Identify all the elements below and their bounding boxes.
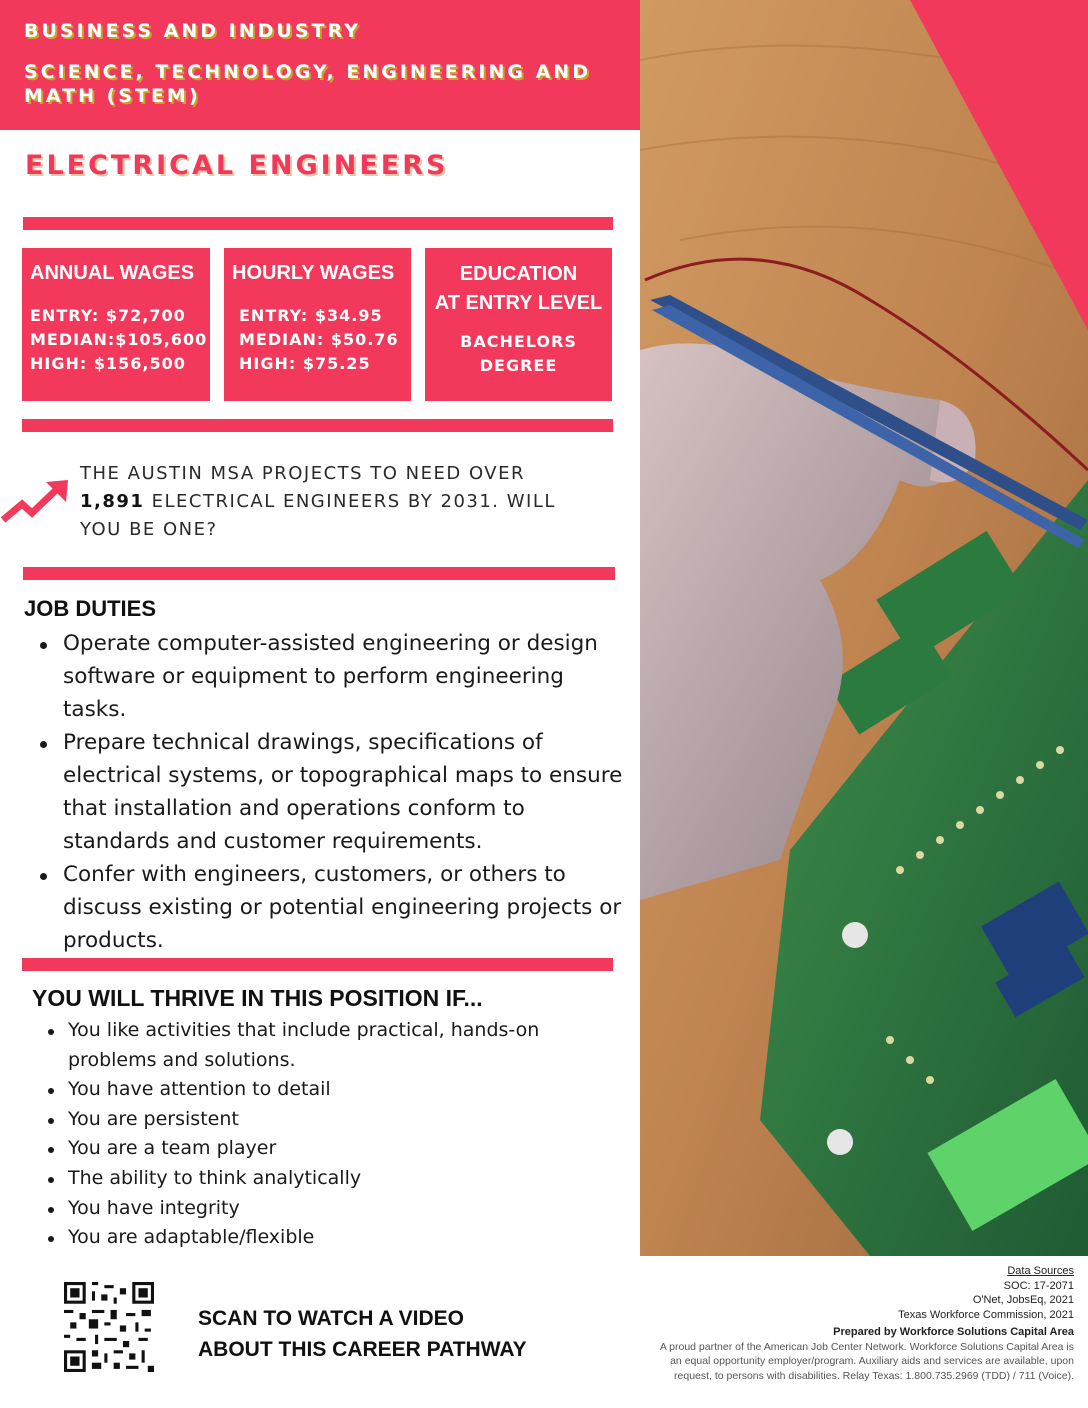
- list-item: You are persistent: [68, 1105, 628, 1135]
- projection-line-2: [80, 488, 600, 516]
- career-pathway-label: SCIENCE, TECHNOLOGY, ENGINEERING AND MATH (STEM): [24, 61, 591, 107]
- hourly-entry-wage: ENTRY: $34.95: [239, 306, 383, 325]
- education-card: [425, 248, 612, 401]
- hourly-median-wage: MEDIAN: $50.76: [239, 330, 399, 349]
- divider: [22, 958, 613, 971]
- list-item: You like activities that include practical, hands-on problems and solutions.: [68, 1016, 628, 1075]
- hourly-wages-heading: HOURLY WAGES: [232, 262, 395, 284]
- legal-line-3: request, to persons with disabilities. Relay Texas: 1.800.735.2969 (TDD) / 711 (Voice).: [674, 1369, 1074, 1382]
- list-item: Confer with engineers, customers, or others to discuss existing or potential engineering projects or products.: [63, 858, 623, 957]
- annual-entry-wage: ENTRY: $72,700: [30, 306, 186, 325]
- job-duties-heading: JOB DUTIES: [24, 596, 157, 621]
- legal-line-1: A proud partner of the American Job Center Network. Workforce Solutions Capital Area is: [659, 1340, 1074, 1353]
- trend-up-arrow-icon: [0, 478, 70, 528]
- qr-code-icon[interactable]: [64, 1282, 154, 1372]
- hourly-wages-card: [224, 248, 411, 401]
- annual-high-wage: HIGH: $156,500: [30, 354, 186, 373]
- circuit-board-photo: [640, 0, 1088, 1256]
- divider: [23, 217, 613, 230]
- hourly-high-wage: HIGH: $75.25: [239, 354, 371, 373]
- projection-line-2-text: ELECTRICAL ENGINEERS BY 2031. WILL: [144, 491, 556, 512]
- list-item: Operate computer-assisted engineering or design software or equipment to perform engineering tasks.: [63, 627, 623, 726]
- scan-line-1: SCAN TO WATCH A VIDEO: [198, 1307, 465, 1330]
- education-degree-line-2: DEGREE: [479, 356, 558, 375]
- career-cluster-label: BUSINESS AND INDUSTRY: [24, 20, 361, 42]
- divider: [22, 419, 613, 432]
- source-twc: Texas Workforce Commission, 2021: [898, 1308, 1074, 1321]
- circuit-board-illustration: [640, 0, 1088, 1256]
- annual-median-wage: MEDIAN:$105,600: [30, 330, 208, 349]
- workforce-projection: [80, 460, 600, 544]
- thrive-heading: YOU WILL THRIVE IN THIS POSITION IF...: [32, 985, 483, 1011]
- page-title: ELECTRICAL ENGINEERS: [25, 150, 449, 181]
- education-degree-line-1: BACHELORS: [460, 332, 577, 351]
- education-heading-line-1: EDUCATION: [459, 263, 578, 285]
- projection-line-1: THE AUSTIN MSA PROJECTS TO NEED OVER: [80, 463, 525, 484]
- scan-to-watch-video: [198, 1303, 527, 1365]
- projection-line-3: YOU BE ONE?: [80, 519, 218, 540]
- job-duties-list: [63, 627, 623, 957]
- divider: [23, 567, 615, 580]
- projection-number: 1,891: [80, 491, 145, 512]
- list-item: You are a team player: [68, 1134, 628, 1164]
- annual-wages-heading: ANNUAL WAGES: [30, 262, 195, 284]
- source-onet: O'Net, JobsEq, 2021: [972, 1294, 1074, 1306]
- annual-wages-card: [22, 248, 210, 401]
- scan-line-2: ABOUT THIS CAREER PATHWAY: [198, 1338, 527, 1361]
- education-heading-line-2: AT ENTRY LEVEL: [434, 292, 603, 314]
- data-sources-heading[interactable]: Data Sources: [1007, 1265, 1074, 1277]
- source-soc: SOC: 17-2071: [1003, 1279, 1074, 1292]
- traits-list: [68, 1016, 628, 1253]
- list-item: You have integrity: [68, 1194, 628, 1224]
- list-item: You are adaptable/flexible: [68, 1223, 628, 1253]
- data-sources: [604, 1264, 1074, 1383]
- legal-line-2: an equal opportunity employer/program. Auxiliary aids and services are available, upon: [670, 1355, 1074, 1367]
- prepared-by: Prepared by Workforce Solutions Capital Area: [833, 1326, 1074, 1338]
- list-item: You have attention to detail: [68, 1075, 628, 1105]
- list-item: The ability to think analytically: [68, 1164, 628, 1194]
- list-item: Prepare technical drawings, specifications of electrical systems, or topographical maps to ensure that installation and operations conform to standards and customer requirements.: [63, 726, 623, 858]
